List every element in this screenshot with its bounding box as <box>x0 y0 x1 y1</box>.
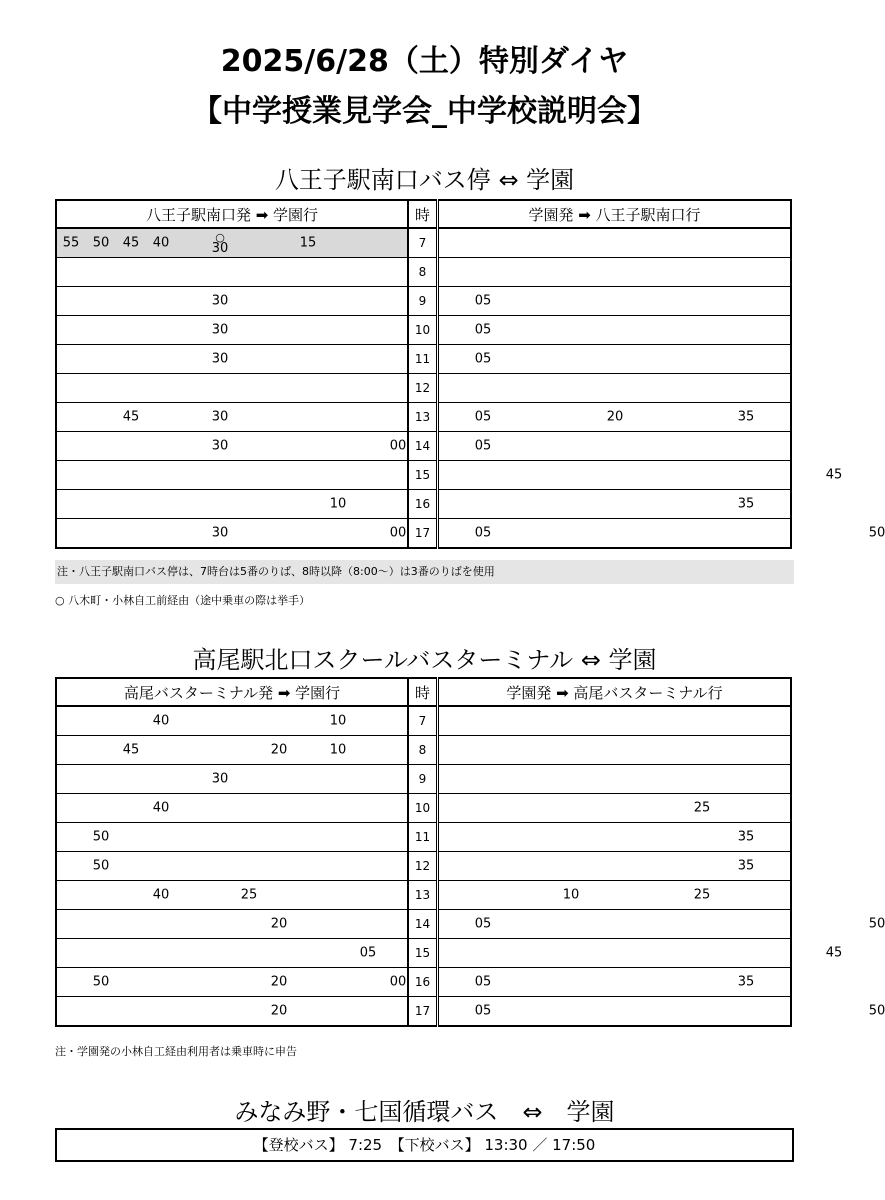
hour-cell: 13 <box>408 403 438 432</box>
inbound-cell <box>438 706 792 736</box>
outbound-cell <box>56 490 408 519</box>
table-row <box>56 852 791 881</box>
hour-cell: 12 <box>408 374 438 403</box>
table-row <box>56 706 791 736</box>
inbound-cell <box>438 939 843 968</box>
departure-minute: 35 <box>737 409 755 425</box>
departure-minute: 05 <box>474 438 492 454</box>
departure-minute: 20 <box>270 1003 288 1019</box>
hour-cell: 15 <box>408 461 438 490</box>
inbound-cell <box>438 345 792 374</box>
table-row <box>56 823 791 852</box>
table-row <box>56 403 791 432</box>
inbound-cell <box>438 852 792 881</box>
departure-minute: 20 <box>270 742 288 758</box>
outbound-cell <box>56 910 408 939</box>
departure-minute: 30 <box>211 322 229 338</box>
header-outbound: 八王子駅南口発 ➡ 学園行 <box>56 200 408 228</box>
hour-cell: 7 <box>408 228 438 258</box>
outbound-cell <box>56 374 408 403</box>
hour-cell: 11 <box>408 823 438 852</box>
outbound-cell <box>56 403 408 432</box>
inbound-cell <box>438 403 792 432</box>
departure-minute: 45 <box>122 742 140 758</box>
departure-minute: 45 <box>122 235 140 251</box>
table-row <box>56 287 791 316</box>
departure-minute: 05 <box>474 293 492 309</box>
section-title-circular: みなみ野・七国循環バス ⇔ 学園 <box>234 1098 615 1126</box>
outbound-cell <box>56 706 408 736</box>
departure-minute: 05 <box>474 916 492 932</box>
header-hour: 時 <box>408 678 438 706</box>
hour-cell: 8 <box>408 736 438 765</box>
outbound-cell <box>56 432 408 461</box>
table-row <box>56 765 791 794</box>
departure-minute: 05 <box>474 351 492 367</box>
inbound-cell <box>438 794 792 823</box>
table-row <box>56 461 791 490</box>
outbound-cell <box>56 345 408 374</box>
departure-minute: 35 <box>737 496 755 512</box>
departure-minute: 20 <box>270 916 288 932</box>
departure-minute: 05 <box>359 945 377 961</box>
departure-minute: 20 <box>270 974 288 990</box>
departure-minute: 10 <box>329 713 347 729</box>
inbound-cell <box>438 519 885 549</box>
table-row <box>56 490 791 519</box>
hour-cell: 16 <box>408 968 438 997</box>
table-row <box>56 258 791 287</box>
outbound-cell <box>56 852 408 881</box>
departure-minute: 30 <box>211 409 229 425</box>
inbound-cell <box>438 910 885 939</box>
departure-minute: 40 <box>152 235 170 251</box>
outbound-cell <box>56 968 408 997</box>
table-row <box>56 736 791 765</box>
departure-minute: 10 <box>562 887 580 903</box>
hour-cell: 11 <box>408 345 438 374</box>
table-row <box>56 939 791 968</box>
departure-minute: 50 <box>868 525 885 541</box>
departure-minute: ○ 30 <box>211 231 229 256</box>
departure-minute: 30 <box>211 438 229 454</box>
departure-minute: 25 <box>693 800 711 816</box>
departure-minute: 05 <box>474 322 492 338</box>
hour-cell: 7 <box>408 706 438 736</box>
hour-cell: 8 <box>408 258 438 287</box>
hour-cell: 10 <box>408 794 438 823</box>
outbound-cell <box>56 258 408 287</box>
table-row <box>56 316 791 345</box>
inbound-cell <box>438 490 792 519</box>
hour-cell: 10 <box>408 316 438 345</box>
outbound-cell <box>56 461 408 490</box>
outbound-cell <box>56 794 408 823</box>
departure-minute: 05 <box>474 525 492 541</box>
timetable-hachioji <box>55 199 885 549</box>
inbound-cell <box>438 968 792 997</box>
departure-minute: 50 <box>92 235 110 251</box>
table-row <box>56 432 791 461</box>
departure-minute: 25 <box>693 887 711 903</box>
hour-cell: 13 <box>408 881 438 910</box>
departure-minute: 15 <box>299 235 317 251</box>
table-row <box>56 881 791 910</box>
hour-cell: 17 <box>408 519 438 549</box>
departure-minute: 30 <box>211 293 229 309</box>
header-outbound: 高尾バスターミナル発 ➡ 学園行 <box>56 678 408 706</box>
departure-minute: 00 <box>389 974 407 990</box>
departure-minute: 35 <box>737 858 755 874</box>
departure-minute: 00 <box>389 438 407 454</box>
circular-schedule-box: 【登校バス】 7:25 【下校バス】 13:30 ／ 17:50 <box>55 1128 794 1162</box>
header-inbound: 学園発 ➡ 八王子駅南口行 <box>438 200 792 228</box>
hour-cell: 17 <box>408 997 438 1027</box>
outbound-cell <box>56 519 408 549</box>
outbound-cell <box>56 228 408 258</box>
departure-minute: 50 <box>868 916 885 932</box>
departure-minute: 40 <box>152 800 170 816</box>
departure-minute: 40 <box>152 713 170 729</box>
departure-minute: 30 <box>211 351 229 367</box>
outbound-cell <box>56 939 408 968</box>
table-row <box>56 374 791 403</box>
outbound-cell <box>56 823 408 852</box>
section-title-takao: 高尾駅北口スクールバスターミナル ⇔ 学園 <box>192 646 657 674</box>
hour-cell: 9 <box>408 765 438 794</box>
departure-minute: 05 <box>474 409 492 425</box>
timetable-takao <box>55 677 885 1027</box>
departure-minute: 35 <box>737 829 755 845</box>
departure-minute: 10 <box>329 742 347 758</box>
departure-minute: 40 <box>152 887 170 903</box>
inbound-cell <box>438 765 792 794</box>
departure-minute: 00 <box>389 525 407 541</box>
page-subtitle: 【中学授業見学会_中学校説明会】 <box>192 94 657 129</box>
table-row <box>56 968 791 997</box>
inbound-cell <box>438 823 792 852</box>
departure-minute: 45 <box>825 945 843 961</box>
header-inbound: 学園発 ➡ 高尾バスターミナル行 <box>438 678 792 706</box>
via-mark: ○ <box>215 231 225 244</box>
departure-minute: 20 <box>606 409 624 425</box>
departure-minute: 05 <box>474 1003 492 1019</box>
outbound-cell <box>56 316 408 345</box>
departure-minute: 25 <box>240 887 258 903</box>
departure-minute: 55 <box>62 235 80 251</box>
departure-minute: 05 <box>474 974 492 990</box>
inbound-cell <box>438 287 792 316</box>
departure-minute: 35 <box>737 974 755 990</box>
departure-minute: 50 <box>92 829 110 845</box>
departure-minute: 45 <box>825 467 843 483</box>
hour-cell: 15 <box>408 939 438 968</box>
note-kobayashi: 注・学園発の小林自工経由利用者は乗車時に申告 <box>55 1045 297 1058</box>
note-via-route: ○ 八木町・小林自工前経由（途中乗車の際は挙手） <box>55 594 311 607</box>
outbound-cell <box>56 287 408 316</box>
departure-minute: 45 <box>122 409 140 425</box>
inbound-cell <box>438 374 792 403</box>
inbound-cell <box>438 461 843 490</box>
departure-minute: 50 <box>92 974 110 990</box>
section-title-hachioji: 八王子駅南口バス停 ⇔ 学園 <box>274 166 575 194</box>
inbound-cell <box>438 316 792 345</box>
note-hachioji-platform: 注・八王子駅南口バス停は、7時台は5番のりば、8時以降（8:00～）は3番のりばを使用 <box>55 560 794 584</box>
table-row <box>56 997 791 1027</box>
departure-minute: 50 <box>92 858 110 874</box>
inbound-cell <box>438 881 792 910</box>
hour-cell: 9 <box>408 287 438 316</box>
outbound-cell <box>56 881 408 910</box>
departure-minute: 30 <box>211 525 229 541</box>
hour-cell: 16 <box>408 490 438 519</box>
departure-minute: 10 <box>329 496 347 512</box>
hour-cell: 14 <box>408 910 438 939</box>
outbound-cell <box>56 765 408 794</box>
inbound-cell <box>438 736 792 765</box>
inbound-cell <box>438 997 885 1027</box>
table-row <box>56 228 791 258</box>
page-title: 2025/6/28（土）特別ダイヤ <box>220 44 629 79</box>
table-row <box>56 794 791 823</box>
hour-cell: 12 <box>408 852 438 881</box>
departure-minute: 50 <box>868 1003 885 1019</box>
table-row <box>56 345 791 374</box>
table-row <box>56 519 791 549</box>
inbound-cell <box>438 228 792 258</box>
outbound-cell <box>56 997 408 1027</box>
inbound-cell <box>438 258 792 287</box>
inbound-cell <box>438 432 792 461</box>
table-row <box>56 910 791 939</box>
outbound-cell <box>56 736 408 765</box>
header-hour: 時 <box>408 200 438 228</box>
hour-cell: 14 <box>408 432 438 461</box>
departure-minute: 30 <box>211 771 229 787</box>
